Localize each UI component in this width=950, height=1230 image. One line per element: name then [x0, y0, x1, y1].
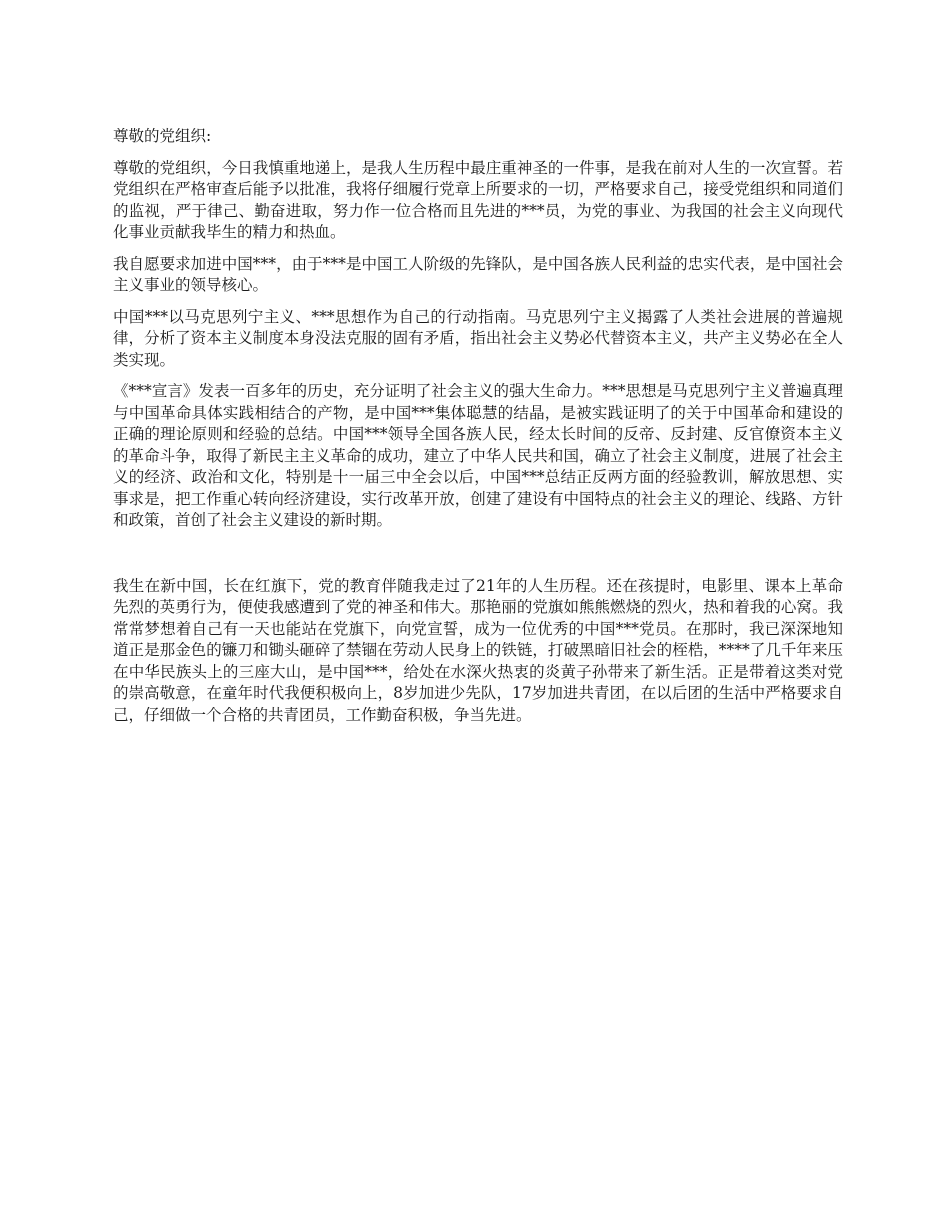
paragraph: 《***宣言》发表一百多年的历史，充分证明了社会主义的强大生命力。***思想是马克思列宁主义普遍真理与中国革命具体实践相结合的产物，是中国***集体聪慧的结晶，是被实践证明了的关于中国革命和建设的正确的理论原则和经验的总结。中国***领导全国各族人民，经太长时间的反帝、反封建、反官僚资本主义的革命斗争，取得了新民主主义革命的成功，建立了中华人民共和国，确立了社会主义制度，进展了社会主义的经济、政治和文化，特别是十一届三中全会以后，中国***总结正反两方面的经验教训，解放思想、实事求是，把工作重心转向经济建设，实行改革开放，创建了建设有中国特点的社会主义的理论、线路、方针和政策，首创了社会主义建设的新时期。: [113, 382, 843, 529]
document-page: [113, 126, 843, 736]
paragraph: 我自愿要求加进中国***，由于***是中国工人阶级的先锋队，是中国各族人民利益的忠实代表，是中国社会主义事业的领导核心。: [113, 254, 843, 294]
paragraph: 我生在新中国，长在红旗下，党的教育伴随我走过了21年的人生历程。还在孩提时，电影里、课本上革命先烈的英勇行为，便使我感遭到了党的神圣和伟大。那艳丽的党旗如熊熊燃烧的烈火，热和着我的心窝。我常常梦想着自己有一天也能站在党旗下，向党宣誓，成为一位优秀的中国***党员。在那时，我已深深地知道正是那金色的镰刀和锄头砸碎了禁锢在劳动人民身上的铁链，打破黑暗旧社会的桎梏，****了几千年来压在中华民族头上的三座大山，是中国***，给处在水深火热衷的炎黄子孙带来了新生活。正是带着这类对党的崇高敬意，在童年时代我便积极向上，8岁加进少先队，17岁加进共青团，在以后团的生活中严格要求自己，仔细做一个合格的共青团员，工作勤奋积极，争当先进。: [113, 576, 843, 724]
paragraph: 尊敬的党组织，今日我慎重地递上，是我人生历程中最庄重神圣的一件事，是我在前对人生的一次宣誓。若党组织在严格审查后能予以批准，我将仔细履行党章上所要求的一切，严格要求自己，接受党组织和同道们的监视，严于律己、勤奋进取，努力作一位合格而且先进的***员，为党的事业、为我国的社会主义向现代化事业贡献我毕生的精力和热血。: [113, 158, 843, 241]
paragraph: 中国***以马克思列宁主义、***思想作为自己的行动指南。马克思列宁主义揭露了人类社会进展的普遍规律，分析了资本主义制度本身没法克服的固有矛盾，指出社会主义势必代替资本主义，共产主义势必在全人类实现。: [113, 307, 843, 369]
salutation: 尊敬的党组织:: [113, 127, 212, 145]
